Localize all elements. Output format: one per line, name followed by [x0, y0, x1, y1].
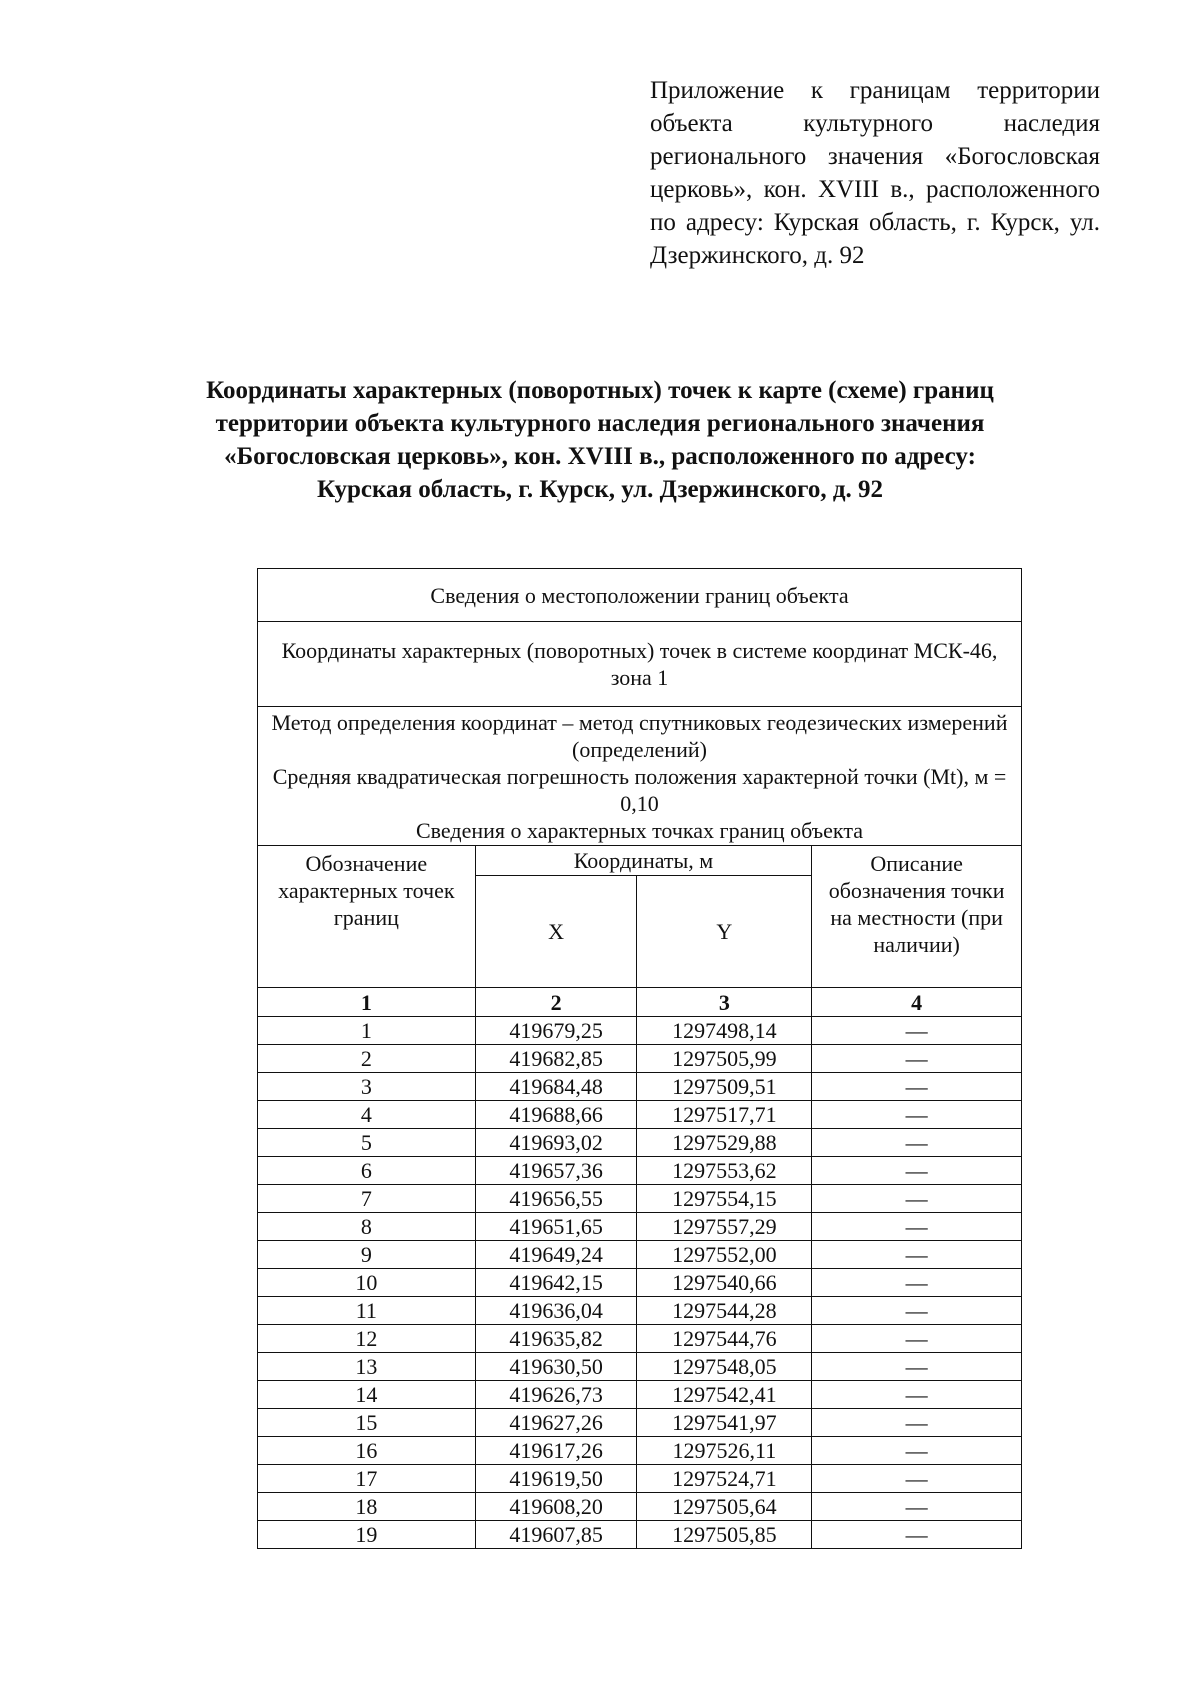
- point-number: 16: [258, 1437, 476, 1465]
- appendix-note: Приложение к границам территории объекта культурного наследия регионального значения «Богословская церковь», кон. XVIII в., расположенного по адресу: Курская область, г. Курск, ул. Дзержинского, д. 92: [650, 77, 1100, 269]
- table-row: [258, 1437, 1022, 1465]
- table-row: [258, 1465, 1022, 1493]
- point-description: —: [812, 1185, 1022, 1213]
- coord-x: 419608,20: [475, 1493, 637, 1521]
- point-number: 4: [258, 1101, 476, 1129]
- point-description: —: [812, 1241, 1022, 1269]
- table-row: [258, 1493, 1022, 1521]
- coord-x: 419619,50: [475, 1465, 637, 1493]
- coord-x: 419693,02: [475, 1129, 637, 1157]
- table-row: [258, 1269, 1022, 1297]
- header-location: Сведения о местоположении границ объекта: [258, 569, 1022, 622]
- point-description: —: [812, 1269, 1022, 1297]
- coord-x: 419688,66: [475, 1101, 637, 1129]
- point-description: —: [812, 1045, 1022, 1073]
- point-description: —: [812, 1353, 1022, 1381]
- table-row: [258, 1129, 1022, 1157]
- point-description: —: [812, 1213, 1022, 1241]
- coord-y: 1297540,66: [637, 1269, 812, 1297]
- table-row: [258, 1241, 1022, 1269]
- coord-y: 1297552,00: [637, 1241, 812, 1269]
- column-number: 2: [475, 988, 637, 1017]
- coord-y: 1297526,11: [637, 1437, 812, 1465]
- point-number: 3: [258, 1073, 476, 1101]
- point-number: 15: [258, 1409, 476, 1437]
- column-description: Описание обозначения точки на местности (при наличии): [812, 846, 1022, 988]
- coord-x: 419627,26: [475, 1409, 637, 1437]
- coord-x: 419649,24: [475, 1241, 637, 1269]
- point-number: 8: [258, 1213, 476, 1241]
- point-number: 6: [258, 1157, 476, 1185]
- point-description: —: [812, 1437, 1022, 1465]
- coord-y: 1297542,41: [637, 1381, 812, 1409]
- document-title: [150, 374, 1050, 506]
- point-number: 12: [258, 1325, 476, 1353]
- coord-x: 419642,15: [475, 1269, 637, 1297]
- table-row: [258, 1017, 1022, 1045]
- column-y: Y: [637, 876, 812, 988]
- column-coordinates: Координаты, м: [475, 846, 812, 876]
- title-line: территории объекта культурного наследия регионального значения: [215, 410, 985, 437]
- table-row: [258, 1185, 1022, 1213]
- point-description: —: [812, 1297, 1022, 1325]
- point-number: 14: [258, 1381, 476, 1409]
- title-line: Курская область, г. Курск, ул. Дзержинского, д. 92: [316, 476, 883, 503]
- coord-y: 1297498,14: [637, 1017, 812, 1045]
- point-number: 19: [258, 1521, 476, 1549]
- table-row: [258, 1325, 1022, 1353]
- point-description: —: [812, 1101, 1022, 1129]
- coord-y: 1297554,15: [637, 1185, 812, 1213]
- coord-x: 419607,85: [475, 1521, 637, 1549]
- coord-x: 419630,50: [475, 1353, 637, 1381]
- coord-y: 1297544,76: [637, 1325, 812, 1353]
- coordinates-table: [257, 568, 1022, 1549]
- coord-y: 1297517,71: [637, 1101, 812, 1129]
- point-number: 17: [258, 1465, 476, 1493]
- coord-y: 1297541,97: [637, 1409, 812, 1437]
- title-line: Координаты характерных (поворотных) точек к карте (схеме) границ: [206, 377, 994, 404]
- coord-y: 1297505,85: [637, 1521, 812, 1549]
- column-designation: Обозначение характерных точек границ: [258, 846, 476, 988]
- column-number: 4: [812, 988, 1022, 1017]
- column-number: 1: [258, 988, 476, 1017]
- point-description: —: [812, 1157, 1022, 1185]
- point-number: 18: [258, 1493, 476, 1521]
- coord-x: 419656,55: [475, 1185, 637, 1213]
- column-x: X: [475, 876, 637, 988]
- coord-y: 1297544,28: [637, 1297, 812, 1325]
- table-row: [258, 1297, 1022, 1325]
- point-description: —: [812, 1521, 1022, 1549]
- table-row: [258, 1353, 1022, 1381]
- point-description: —: [812, 1073, 1022, 1101]
- coord-y: 1297553,62: [637, 1157, 812, 1185]
- point-number: 9: [258, 1241, 476, 1269]
- coord-x: 419651,65: [475, 1213, 637, 1241]
- point-description: —: [812, 1465, 1022, 1493]
- column-number: 3: [637, 988, 812, 1017]
- table-row: [258, 1213, 1022, 1241]
- coord-y: 1297548,05: [637, 1353, 812, 1381]
- point-description: —: [812, 1409, 1022, 1437]
- coord-x: 419635,82: [475, 1325, 637, 1353]
- point-number: 1: [258, 1017, 476, 1045]
- coord-x: 419682,85: [475, 1045, 637, 1073]
- coord-y: 1297505,64: [637, 1493, 812, 1521]
- coord-y: 1297529,88: [637, 1129, 812, 1157]
- points-heading: Сведения о характерных точках границ объекта: [416, 817, 863, 843]
- point-description: —: [812, 1017, 1022, 1045]
- coord-x: 419684,48: [475, 1073, 637, 1101]
- coord-x: 419626,73: [475, 1381, 637, 1409]
- table-row: [258, 1073, 1022, 1101]
- point-number: 11: [258, 1297, 476, 1325]
- header-coordinate-system: Координаты характерных (поворотных) точек в системе координат МСК-46, зона 1: [258, 622, 1022, 707]
- point-number: 5: [258, 1129, 476, 1157]
- method-text: Метод определения координат – метод спутниковых геодезических измерений (определений): [271, 709, 1008, 762]
- header-method: [258, 707, 1022, 846]
- title-line: «Богословская церковь», кон. XVIII в., расположенного по адресу:: [224, 443, 976, 470]
- coord-x: 419617,26: [475, 1437, 637, 1465]
- point-description: —: [812, 1325, 1022, 1353]
- table-row: [258, 1409, 1022, 1437]
- table-row: [258, 1045, 1022, 1073]
- point-description: —: [812, 1493, 1022, 1521]
- coord-x: 419657,36: [475, 1157, 637, 1185]
- point-description: —: [812, 1129, 1022, 1157]
- coord-y: 1297505,99: [637, 1045, 812, 1073]
- coord-y: 1297509,51: [637, 1073, 812, 1101]
- table-row: [258, 1381, 1022, 1409]
- error-text: Средняя квадратическая погрешность положения характерной точки (Mt), м = 0,10: [272, 763, 1007, 816]
- table-row: [258, 1101, 1022, 1129]
- table-row: [258, 1521, 1022, 1549]
- point-number: 10: [258, 1269, 476, 1297]
- point-description: —: [812, 1381, 1022, 1409]
- coord-x: 419679,25: [475, 1017, 637, 1045]
- coord-y: 1297524,71: [637, 1465, 812, 1493]
- coord-y: 1297557,29: [637, 1213, 812, 1241]
- coord-x: 419636,04: [475, 1297, 637, 1325]
- point-number: 13: [258, 1353, 476, 1381]
- table-row: [258, 1157, 1022, 1185]
- point-number: 7: [258, 1185, 476, 1213]
- point-number: 2: [258, 1045, 476, 1073]
